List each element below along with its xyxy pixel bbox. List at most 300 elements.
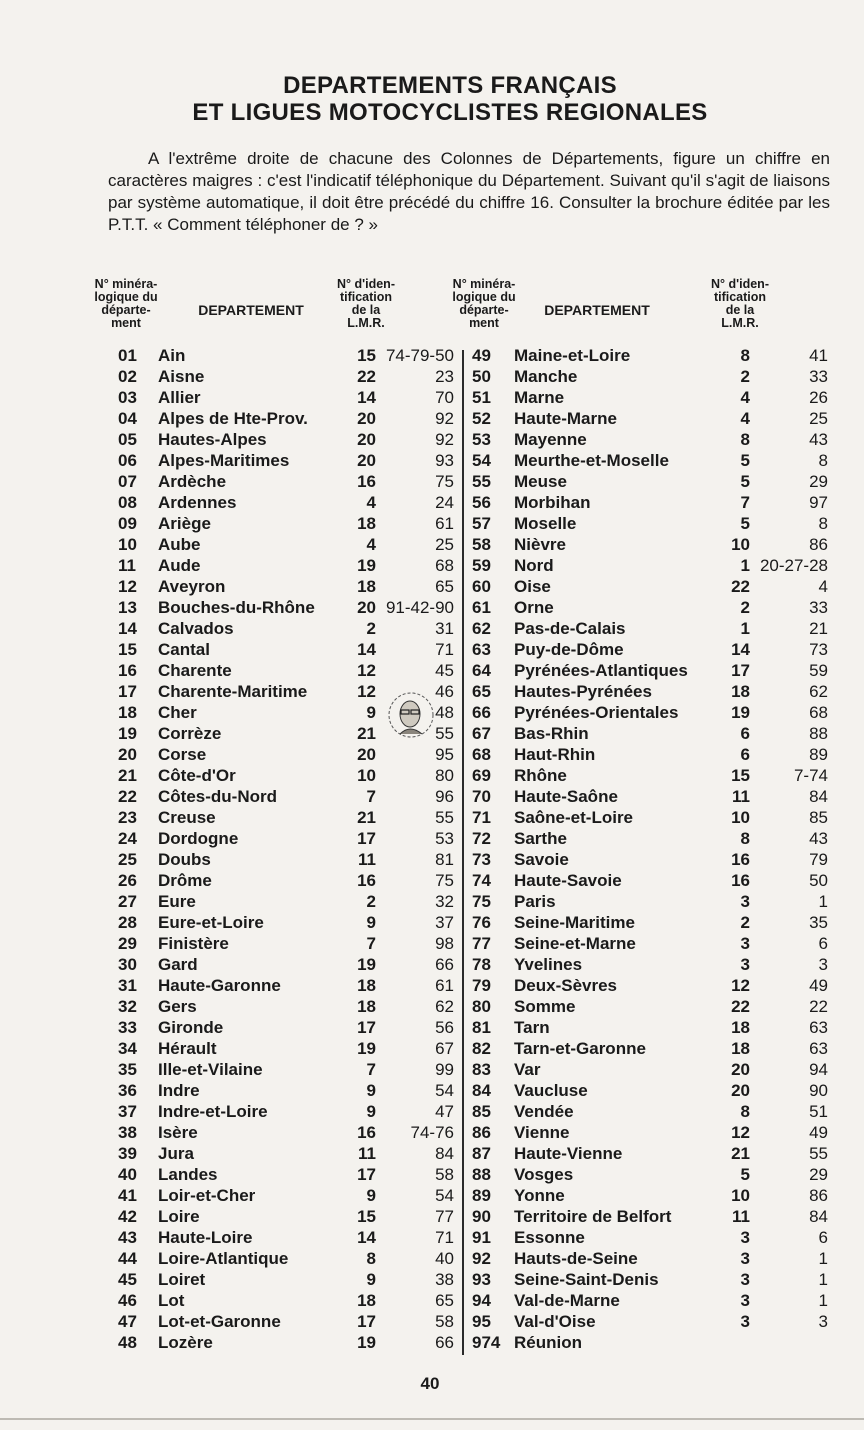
table-row [0, 576, 864, 597]
dept-number: 42 [118, 1207, 137, 1226]
page-title [150, 72, 750, 126]
lmr-number: 10 [731, 1186, 750, 1205]
lmr-number: 17 [357, 829, 376, 848]
dept-name: Val-de-Marne [514, 1291, 620, 1310]
table-row [0, 786, 864, 807]
lmr-number: 22 [357, 367, 376, 386]
phone-code: 43 [809, 829, 828, 848]
phone-code: 1 [818, 1291, 828, 1310]
lmr-number: 14 [357, 388, 376, 407]
dept-number: 76 [472, 913, 491, 932]
dept-number: 28 [118, 913, 137, 932]
dept-name: Corrèze [158, 724, 222, 743]
phone-code: 49 [809, 1123, 828, 1142]
dept-number: 87 [472, 1144, 491, 1163]
table-row [0, 387, 864, 408]
phone-code: 74-79-50 [385, 346, 454, 365]
phone-code: 86 [809, 1186, 828, 1205]
lmr-number: 21 [731, 1144, 750, 1163]
dept-number: 55 [472, 472, 491, 491]
phone-code: 31 [435, 619, 454, 638]
phone-code: 24 [435, 493, 454, 512]
phone-code: 1 [818, 1249, 828, 1268]
dept-name: Loiret [158, 1270, 206, 1289]
phone-code: 92 [435, 430, 454, 449]
lmr-number: 5 [740, 472, 750, 491]
header-dept-right: DEPARTEMENT [544, 302, 650, 318]
dept-name: Haute-Marne [514, 409, 617, 428]
dept-name: Meuse [514, 472, 567, 491]
header-lmr-right: N° d'iden- tification de la L.M.R. [711, 277, 769, 330]
phone-code: 65 [435, 577, 454, 596]
dept-number: 37 [118, 1102, 137, 1121]
dept-name: Loire-Atlantique [158, 1249, 289, 1268]
table-row [0, 345, 864, 366]
dept-number: 68 [472, 745, 491, 764]
dept-name: Ain [158, 346, 186, 365]
dept-number: 85 [472, 1102, 491, 1121]
phone-code: 8 [818, 514, 828, 533]
phone-code: 65 [435, 1291, 454, 1310]
phone-code: 74-76 [410, 1123, 454, 1142]
phone-code: 84 [435, 1144, 454, 1163]
dept-name: Alpes-Maritimes [158, 451, 290, 470]
title-line-2: ET LIGUES MOTOCYCLISTES REGIONALES [192, 99, 708, 126]
dept-name: Maine-et-Loire [514, 346, 631, 365]
lmr-number: 8 [740, 829, 750, 848]
dept-name: Aude [158, 556, 201, 575]
phone-code: 23 [435, 367, 454, 386]
lmr-number: 3 [740, 1270, 750, 1289]
phone-code: 68 [809, 703, 828, 722]
phone-code: 58 [435, 1165, 454, 1184]
phone-code: 40 [435, 1249, 454, 1268]
dept-name: Seine-et-Marne [514, 934, 636, 953]
dept-number: 10 [118, 535, 137, 554]
dept-number: 29 [118, 934, 137, 953]
lmr-number: 17 [357, 1018, 376, 1037]
phone-code: 66 [435, 955, 454, 974]
table-row [0, 639, 864, 660]
table-row [0, 555, 864, 576]
dept-name: Bouches-du-Rhône [158, 598, 315, 617]
lmr-number: 18 [731, 1018, 750, 1037]
dept-name: Nièvre [514, 535, 566, 554]
table-row [0, 975, 864, 996]
dept-name: Haute-Garonne [158, 976, 281, 995]
table-row [0, 1227, 864, 1248]
lmr-number: 9 [366, 1102, 376, 1121]
dept-name: Var [514, 1060, 541, 1079]
dept-number: 30 [118, 955, 137, 974]
phone-code: 91-42-90 [385, 598, 454, 617]
lmr-number: 14 [357, 640, 376, 659]
lmr-number: 4 [740, 388, 750, 407]
dept-name: Sarthe [514, 829, 567, 848]
dept-name: Côte-d'Or [158, 766, 236, 785]
phone-code: 66 [435, 1333, 454, 1352]
phone-code: 43 [809, 430, 828, 449]
lmr-number: 2 [366, 892, 376, 911]
dept-name: Indre-et-Loire [158, 1102, 268, 1121]
phone-code: 80 [435, 766, 454, 785]
phone-code: 37 [435, 913, 454, 932]
phone-code: 51 [809, 1102, 828, 1121]
dept-number: 09 [118, 514, 137, 533]
dept-number: 24 [118, 829, 137, 848]
lmr-number: 19 [357, 955, 376, 974]
phone-code: 46 [435, 682, 454, 701]
phone-code: 58 [435, 1312, 454, 1331]
dept-number: 66 [472, 703, 491, 722]
dept-number: 16 [118, 661, 137, 680]
lmr-number: 12 [731, 976, 750, 995]
lmr-number: 18 [731, 682, 750, 701]
dept-number: 65 [472, 682, 491, 701]
dept-name: Drôme [158, 871, 212, 890]
table-row [0, 828, 864, 849]
dept-name: Charente [158, 661, 232, 680]
phone-code: 77 [435, 1207, 454, 1226]
dept-name: Vendée [514, 1102, 574, 1121]
lmr-number: 12 [357, 661, 376, 680]
dept-name: Somme [514, 997, 576, 1016]
lmr-number: 6 [740, 724, 750, 743]
dept-number: 45 [118, 1270, 137, 1289]
dept-number: 70 [472, 787, 491, 806]
lmr-number: 2 [740, 913, 750, 932]
lmr-number: 18 [357, 997, 376, 1016]
table-row [0, 870, 864, 891]
dept-number: 63 [472, 640, 491, 659]
phone-code: 45 [435, 661, 454, 680]
dept-name: Indre [158, 1081, 200, 1100]
lmr-number: 22 [731, 997, 750, 1016]
dept-name: Hautes-Alpes [158, 430, 267, 449]
dept-number: 80 [472, 997, 491, 1016]
dept-name: Jura [158, 1144, 194, 1163]
column-divider [462, 350, 464, 1355]
dept-name: Finistère [158, 934, 229, 953]
phone-code: 49 [809, 976, 828, 995]
dept-number: 90 [472, 1207, 491, 1226]
lmr-number: 20 [357, 598, 376, 617]
phone-code: 95 [435, 745, 454, 764]
table-row [0, 807, 864, 828]
dept-name: Landes [158, 1165, 218, 1184]
phone-code: 67 [435, 1039, 454, 1058]
lmr-number: 7 [366, 1060, 376, 1079]
table-row [0, 1080, 864, 1101]
lmr-number: 19 [357, 1333, 376, 1352]
lmr-number: 16 [731, 871, 750, 890]
dept-number: 08 [118, 493, 137, 512]
dept-number: 49 [472, 346, 491, 365]
dept-name: Territoire de Belfort [514, 1207, 672, 1226]
lmr-number: 18 [731, 1039, 750, 1058]
dept-name: Seine-Saint-Denis [514, 1270, 659, 1289]
dept-name: Dordogne [158, 829, 239, 848]
dept-number: 48 [118, 1333, 137, 1352]
table-row [0, 1038, 864, 1059]
lmr-number: 5 [740, 451, 750, 470]
dept-name: Eure-et-Loire [158, 913, 264, 932]
table-row [0, 765, 864, 786]
dept-name: Puy-de-Dôme [514, 640, 624, 659]
lmr-number: 8 [740, 430, 750, 449]
lmr-number: 9 [366, 1186, 376, 1205]
dept-number: 93 [472, 1270, 491, 1289]
phone-code: 96 [435, 787, 454, 806]
lmr-number: 10 [731, 535, 750, 554]
lmr-number: 3 [740, 955, 750, 974]
dept-number: 74 [472, 871, 491, 890]
dept-number: 35 [118, 1060, 137, 1079]
table-row [0, 933, 864, 954]
dept-name: Val-d'Oise [514, 1312, 596, 1331]
phone-code: 68 [435, 556, 454, 575]
table-row [0, 1143, 864, 1164]
phone-code: 1 [818, 892, 828, 911]
dept-name: Essonne [514, 1228, 585, 1247]
phone-code: 22 [809, 997, 828, 1016]
dept-name: Réunion [514, 1333, 582, 1352]
lmr-number: 5 [740, 1165, 750, 1184]
dept-number: 58 [472, 535, 491, 554]
dept-name: Charente-Maritime [158, 682, 308, 701]
phone-code: 7-74 [793, 766, 828, 785]
header-num-left: N° minéra- logique du départe- ment [94, 277, 158, 330]
lmr-number: 12 [731, 1123, 750, 1142]
table-row [0, 1122, 864, 1143]
lmr-number: 3 [740, 1291, 750, 1310]
phone-code: 1 [818, 1270, 828, 1289]
lmr-number: 20 [357, 409, 376, 428]
table-row [0, 891, 864, 912]
dept-number: 77 [472, 934, 491, 953]
table-row [0, 492, 864, 513]
dept-name: Pas-de-Calais [514, 619, 626, 638]
dept-number: 82 [472, 1039, 491, 1058]
phone-code: 53 [435, 829, 454, 848]
phone-code: 63 [809, 1018, 828, 1037]
lmr-number: 2 [740, 598, 750, 617]
lmr-number: 11 [358, 850, 376, 869]
lmr-number: 16 [357, 472, 376, 491]
lmr-number: 3 [740, 934, 750, 953]
dept-name: Aube [158, 535, 201, 554]
phone-code: 75 [435, 472, 454, 491]
dept-number: 26 [118, 871, 137, 890]
lmr-number: 10 [357, 766, 376, 785]
phone-code: 25 [435, 535, 454, 554]
lmr-number: 9 [366, 1081, 376, 1100]
table-row [0, 954, 864, 975]
dept-name: Corse [158, 745, 207, 764]
phone-code: 62 [809, 682, 828, 701]
lmr-number: 16 [357, 871, 376, 890]
dept-name: Vaucluse [514, 1081, 588, 1100]
lmr-number: 15 [357, 1207, 376, 1226]
dept-name: Paris [514, 892, 556, 911]
dept-name: Ariège [158, 514, 211, 533]
lmr-number: 1 [740, 556, 750, 575]
dept-number: 52 [472, 409, 491, 428]
dept-name: Mayenne [514, 430, 587, 449]
dept-name: Gard [158, 955, 198, 974]
dept-name: Ardèche [158, 472, 227, 491]
lmr-number: 21 [357, 724, 376, 743]
lmr-number: 8 [740, 346, 750, 365]
dept-number: 53 [472, 430, 491, 449]
phone-code: 98 [435, 934, 454, 953]
lmr-number: 7 [740, 493, 750, 512]
dept-number: 04 [118, 409, 137, 428]
dept-number: 46 [118, 1291, 137, 1310]
dept-number: 73 [472, 850, 491, 869]
dept-number: 32 [118, 997, 137, 1016]
lmr-number: 19 [357, 556, 376, 575]
phone-code: 97 [809, 493, 828, 512]
phone-code: 62 [435, 997, 454, 1016]
dept-number: 91 [472, 1228, 491, 1247]
table-row [0, 744, 864, 765]
phone-code: 48 [435, 703, 454, 722]
phone-code: 81 [435, 850, 454, 869]
phone-code: 99 [435, 1060, 454, 1079]
dept-name: Lot-et-Garonne [158, 1312, 281, 1331]
dept-name: Aveyron [158, 577, 226, 596]
dept-name: Gironde [158, 1018, 224, 1037]
lmr-number: 16 [357, 1123, 376, 1142]
lmr-number: 11 [732, 1207, 750, 1226]
table-row [0, 471, 864, 492]
phone-code: 54 [435, 1186, 454, 1205]
phone-code: 41 [809, 346, 828, 365]
lmr-number: 3 [740, 1228, 750, 1247]
phone-code: 94 [809, 1060, 828, 1079]
dept-name: Loir-et-Cher [158, 1186, 256, 1205]
dept-name: Vosges [514, 1165, 574, 1184]
lmr-number: 14 [357, 1228, 376, 1247]
lmr-number: 16 [731, 850, 750, 869]
table-row [0, 366, 864, 387]
dept-number: 92 [472, 1249, 491, 1268]
phone-code: 29 [809, 472, 828, 491]
dept-number: 38 [118, 1123, 137, 1142]
phone-code: 50 [809, 871, 828, 890]
intro-paragraph [108, 148, 830, 236]
phone-code: 33 [809, 367, 828, 386]
table-row [0, 1017, 864, 1038]
lmr-number: 21 [357, 808, 376, 827]
table-row [0, 660, 864, 681]
table-row [0, 996, 864, 1017]
phone-code: 29 [809, 1165, 828, 1184]
dept-name: Yonne [514, 1186, 565, 1205]
phone-code: 3 [818, 1312, 828, 1331]
dept-name: Hautes-Pyrénées [514, 682, 652, 701]
phone-code: 75 [435, 871, 454, 890]
header-num-right: N° minéra- logique du départe- ment [452, 277, 516, 330]
dept-number: 25 [118, 850, 137, 869]
phone-code: 88 [809, 724, 828, 743]
phone-code: 71 [435, 1228, 454, 1247]
dept-name: Hérault [158, 1039, 217, 1058]
lmr-number: 20 [357, 451, 376, 470]
dept-name: Côtes-du-Nord [158, 787, 277, 806]
dept-name: Seine-Maritime [514, 913, 635, 932]
dept-number: 61 [472, 598, 491, 617]
lmr-number: 3 [740, 1312, 750, 1331]
dept-number: 62 [472, 619, 491, 638]
phone-code: 47 [435, 1102, 454, 1121]
dept-number: 81 [472, 1018, 491, 1037]
table-row [0, 534, 864, 555]
dept-number: 69 [472, 766, 491, 785]
dept-number: 12 [118, 577, 137, 596]
dept-name: Lozère [158, 1333, 213, 1352]
dept-name: Cantal [158, 640, 210, 659]
phone-code: 55 [809, 1144, 828, 1163]
lmr-number: 9 [366, 1270, 376, 1289]
lmr-number: 11 [732, 787, 750, 806]
dept-number: 974 [472, 1333, 501, 1352]
dept-name: Haute-Saône [514, 787, 618, 806]
dept-number: 19 [118, 724, 137, 743]
dept-number: 72 [472, 829, 491, 848]
phone-code: 21 [809, 619, 828, 638]
dept-name: Aisne [158, 367, 205, 386]
dept-name: Haute-Vienne [514, 1144, 623, 1163]
phone-code: 3 [818, 955, 828, 974]
dept-name: Tarn-et-Garonne [514, 1039, 646, 1058]
dept-name: Eure [158, 892, 196, 911]
dept-number: 34 [118, 1039, 137, 1058]
phone-code: 6 [818, 1228, 828, 1247]
dept-name: Vienne [514, 1123, 570, 1142]
dept-name: Cher [158, 703, 197, 722]
table-row [0, 408, 864, 429]
dept-number: 03 [118, 388, 137, 407]
dept-name: Yvelines [514, 955, 583, 974]
phone-code: 61 [435, 514, 454, 533]
lmr-number: 8 [740, 1102, 750, 1121]
phone-code: 32 [435, 892, 454, 911]
phone-code: 26 [809, 388, 828, 407]
dept-number: 51 [472, 388, 491, 407]
dept-number: 05 [118, 430, 137, 449]
dept-number: 75 [472, 892, 491, 911]
lmr-number: 14 [731, 640, 750, 659]
table-row [0, 1059, 864, 1080]
title-line-1: DEPARTEMENTS FRANÇAIS [283, 72, 617, 99]
lmr-number: 20 [731, 1060, 750, 1079]
dept-number: 22 [118, 787, 137, 806]
dept-number: 64 [472, 661, 491, 680]
phone-code: 92 [435, 409, 454, 428]
dept-number: 17 [118, 682, 137, 701]
lmr-number: 4 [366, 493, 376, 512]
phone-code: 33 [809, 598, 828, 617]
table-row [0, 1311, 864, 1332]
dept-name: Oise [514, 577, 551, 596]
dept-number: 79 [472, 976, 491, 995]
dept-number: 84 [472, 1081, 491, 1100]
dept-number: 43 [118, 1228, 137, 1247]
lmr-number: 7 [366, 787, 376, 806]
intro-text: A l'extrême droite de chacune des Colonnes de Départements, figure un chiffre en caractères maigres : c'est l'indicatif téléphonique du Département. Suivant qu'il s'agit de liaisons par système automatique, il doit être précédé du chiffre 16. Consulter la brochure éditée par les P.T.T. « Comment téléphoner de ? » [108, 149, 830, 234]
